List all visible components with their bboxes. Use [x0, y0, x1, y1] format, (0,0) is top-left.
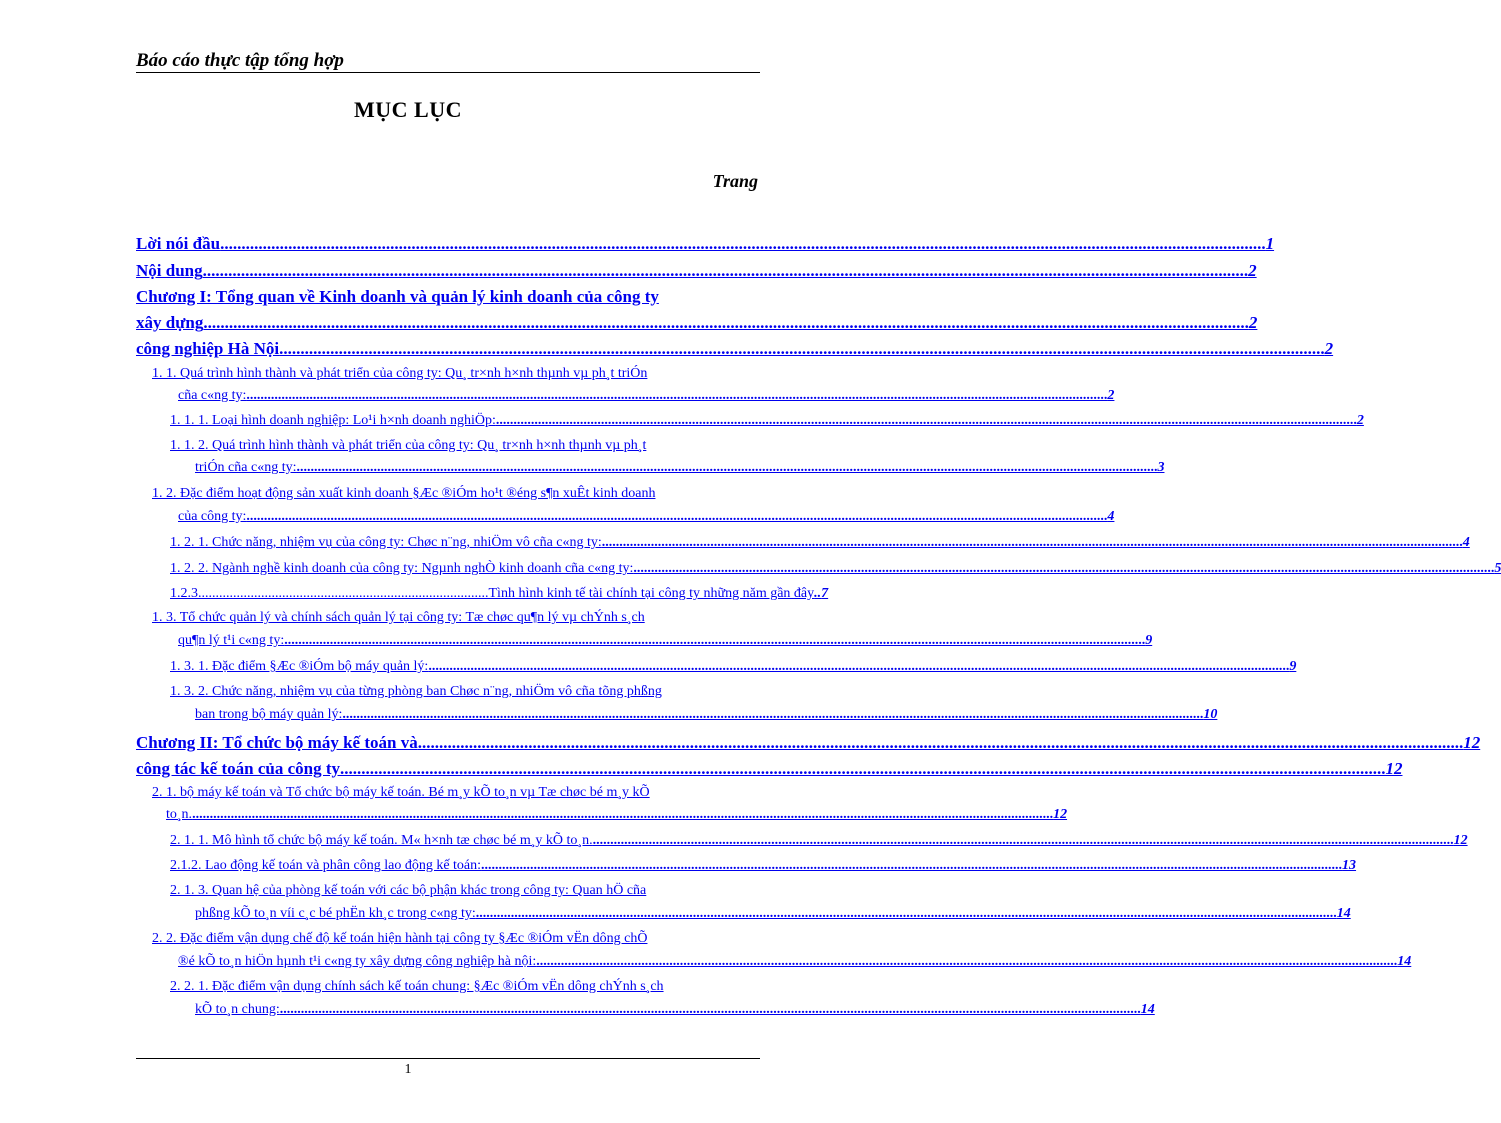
toc-entry[interactable]: 1. 2. Đặc điểm hoạt động sản xuất kinh doanh §Æc ®iÓm ho¹t ®éng s¶n xuÊt kinh doanh: [152, 486, 656, 501]
toc-entry[interactable]: 1. 3. 1. Đặc điểm §Æc ®iÓm bộ máy quản lý: ..... 9: [170, 659, 740, 675]
toc-entry[interactable]: ban trong bộ máy quản lý: ..... 10: [195, 707, 740, 723]
toc-entry[interactable]: công nghiệp Hà Nội ..... 2: [136, 339, 740, 359]
toc-entry[interactable]: 1. 1. Quá trình hình thành và phát triển của công ty: Qu¸ tr×nh h×nh thµnh vµ ph¸t triÓn: [152, 366, 648, 381]
toc-entry[interactable]: 2. 1. 1. Mô hình tổ chức bộ máy kế toán. M« h×nh tæ chøc bé m¸y kÕ to¸n. ..... 12: [170, 833, 740, 849]
toc-entry[interactable]: 1. 1. 1. Loại hình doanh nghiệp: Lo¹i h×nh doanh nghiÖp: ..... 2: [170, 413, 740, 429]
toc-entry[interactable]: 2. 1. bộ máy kế toán và Tổ chức bộ máy kế toán. Bé m¸y kÕ to¸n vµ Tæ chøc bé m¸y kÕ: [152, 785, 650, 800]
toc-entry[interactable]: 1. 2. 1. Chức năng, nhiệm vụ của công ty: Chøc n¨ng, nhiÖm vô cña c«ng ty: ..... 4: [170, 535, 740, 551]
footer-divider: [136, 1058, 760, 1059]
toc-entry[interactable]: của công ty: ..... 4: [178, 509, 740, 525]
page-title: MỤC LỤC: [354, 97, 462, 122]
toc-entry[interactable]: kÕ to¸n chung: ..... 14: [195, 1002, 740, 1018]
toc-entry[interactable]: 2. 1. 3. Quan hệ của phòng kế toán với các bộ phận khác trong công ty: Quan hÖ cña: [170, 883, 647, 898]
toc-entry[interactable]: 1. 1. 2. Quá trình hình thành và phát triển của công ty: Qu¸ tr×nh h×nh thµnh vµ ph¸t: [170, 438, 647, 453]
toc-entry[interactable]: 1. 2. 2. Ngành nghề kinh doanh của công ty: Ngµnh nghÒ kinh doanh cña c«ng ty: ..... 5: [170, 561, 740, 577]
toc-entry[interactable]: xây dựng ..... 2: [136, 313, 740, 333]
toc-entry[interactable]: Lời nói đầu ..... 1: [136, 234, 740, 254]
toc-entry[interactable]: 1.2.3. .................................................................................. Tình hình kinh tế tài chính tại công ty những năm gần đây .. 7: [170, 586, 829, 601]
toc-entry[interactable]: 2.1.2. Lao động kế toán và phân công lao động kế toán: ..... 13: [170, 858, 740, 874]
toc-entry[interactable]: to¸n. ..... 12: [166, 807, 740, 823]
toc-entry[interactable]: cña c«ng ty: ..... 2: [178, 388, 740, 404]
toc-entry[interactable]: Chương I: Tổng quan về Kinh doanh và quản lý kinh doanh của công ty: [136, 287, 659, 306]
toc-entry[interactable]: triÓn cña c«ng ty: ..... 3: [195, 460, 740, 476]
toc-entry[interactable]: 2. 2. 1. Đặc điểm vận dụng chính sách kế toán chung: §Æc ®iÓm vËn dông chÝnh s¸ch: [170, 979, 664, 994]
toc-entry[interactable]: qu¶n lý t¹i c«ng ty: ..... 9: [178, 633, 740, 649]
toc-entry[interactable]: 1. 3. 2. Chức năng, nhiệm vụ của từng phòng ban Chøc n¨ng, nhiÖm vô cña tõng phßng: [170, 684, 662, 699]
header-title: Báo cáo thực tập tổng hợp: [136, 50, 344, 71]
toc-entry[interactable]: 2. 2. Đặc điểm vận dụng chế độ kế toán hiện hành tại công ty §Æc ®iÓm vËn dông chÕ: [152, 931, 648, 946]
toc-entry[interactable]: phßng kÕ to¸n víi c¸c bé phËn kh¸c trong c«ng ty: ..... 14: [195, 906, 740, 922]
toc-entry[interactable]: 1. 3. Tổ chức quản lý và chính sách quản lý tại công ty: Tæ chøc qu¶n lý vµ chÝnh s¸ch: [152, 610, 645, 625]
toc-entry[interactable]: Nội dung ..... 2: [136, 261, 740, 281]
toc-entry[interactable]: Chương II: Tổ chức bộ máy kế toán và ..... 12: [136, 733, 740, 753]
toc-entry[interactable]: ®é kÕ to¸n hiÖn hµnh t¹i c«ng ty xây dựng công nghiệp hà nội: ..... 14: [178, 954, 740, 970]
page-number: 1: [404, 1062, 412, 1077]
toc-entry[interactable]: công tác kế toán của công ty ..... 12: [136, 759, 740, 779]
page-column-label: Trang: [712, 171, 758, 191]
